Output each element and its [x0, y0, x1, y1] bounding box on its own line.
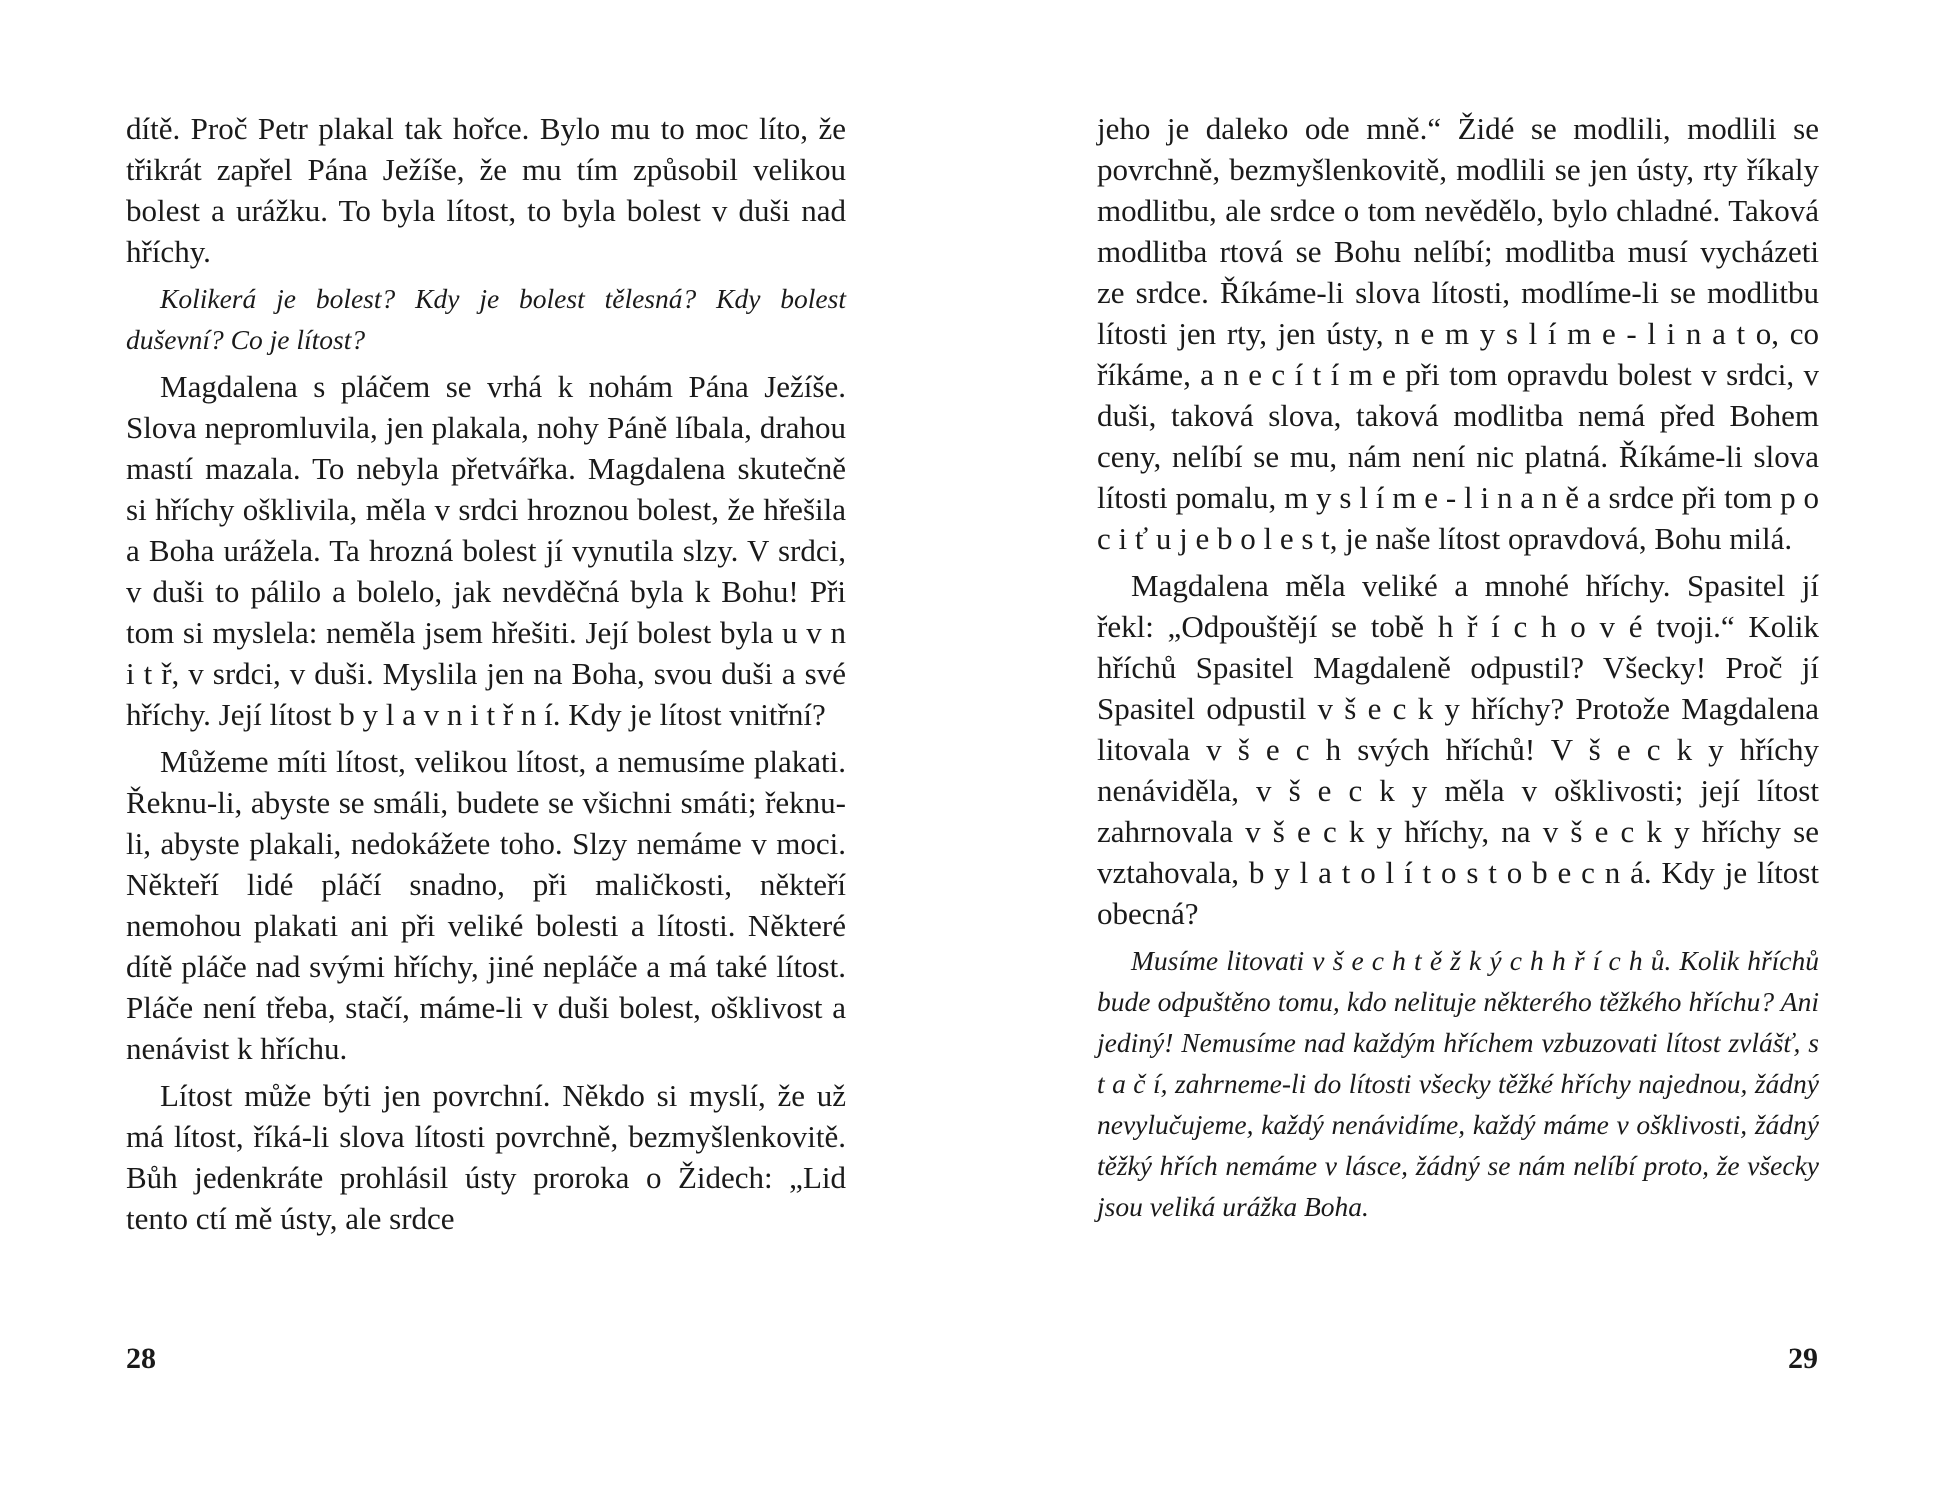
paragraph: Můžeme míti lítost, velikou lítost, a nemusíme plakati. Řeknu-li, abyste se smáli, budete se všichni smáti; řeknu-li, abyste plakali, nedokážete toho. Slzy nemáme v moci. Někteří lidé pláčí snadno, při maličkosti, někteří nemohou plakati ani při veliké bolesti a lítosti. Některé dítě pláče nad svými hříchy, jiné nepláče a má také lítost. Pláče není třeba, stačí, máme-li v duši bolest, ošklivost a nenávist k hříchu. — [126, 744, 846, 1066]
paragraph: Magdalena měla veliké a mnohé hříchy. Spasitel jí řekl: „Odpouštějí se tobě h ř í c h o v é tvoji.“ Kolik hříchů Spasitel Magdaleně odpustil? Všecky! Proč jí Spasitel odpustil v š e c k y hříchy? Protože Magdalena litovala v š e c h svých hříchů! V š e c k y hříchy nenáviděla, v š e c k y měla v ošklivosti; její lítost zahrnovala v š e c k y hříchy, na v š e c k y hříchy se vztahovala, b y l a t o l í t o s t o b e c n á. Kdy je lítost obecná? — [1097, 568, 1819, 931]
paragraph: Lítost může býti jen povrchní. Někdo si myslí, že už má lítost, říká-li slova lítosti povrchně, bezmyšlenkovitě. Bůh jedenkráte prohlásil ústy proroka o Židech: „Lid tento ctí mě ústy, ale srdce — [126, 1078, 846, 1236]
question-paragraph: Musíme litovati v š e c h t ě ž k ý c h h ř í c h ů. Kolik hříchů bude odpuštěno tomu, kdo nelituje některého těžkého hříchu? Ani jediný! Nemusíme nad každým hříchem vzbuzovati lítost zvlášť, s t a č í, zahrneme-li do lítosti všecky těžké hříchy najednou, žádný nevylučujeme, každý nenávidíme, každý máme v ošklivosti, žádný těžký hřích nemáme v lásce, žádný se nám nelíbí proto, že všecky jsou veliká urážka Boha. — [1097, 945, 1819, 1222]
right-page — [1097, 108, 1819, 1227]
question-paragraph: Kolikerá je bolest? Kdy je bolest tělesná? Kdy bolest duševní? Co je lítost? — [126, 283, 846, 355]
left-page — [126, 108, 846, 1239]
paragraph: dítě. Proč Petr plakal tak hořce. Bylo mu to moc líto, že třikrát zapřel Pána Ježíše, že mu tím způsobil velikou bolest a urážku. To byla lítost, to byla bolest v duši nad hříchy. — [126, 111, 846, 269]
paragraph: jeho je daleko ode mně.“ Židé se modlili, modlili se povrchně, bezmyšlenkovitě, modlili se jen ústy, rty říkaly modlitbu, ale srdce o tom nevědělo, bylo chladné. Taková modlitba rtová se Bohu nelíbí; modlitba musí vycházeti ze srdce. Říkáme-li slova lítosti, modlíme-li se modlitbu lítosti jen rty, jen ústy, n e m y s l í m e - l i n a t o, co říkáme, a n e c í t í m e při tom opravdu bolest v srdci, v duši, taková slova, taková modlitba nemá před Bohem ceny, nelíbí se mu, nám není nic platná. Říkáme-li slova lítosti pomalu, m y s l í m e - l i n a n ě a srdce při tom p o c i ť u j e b o l e s t, je naše lítost opravdová, Bohu milá. — [1097, 111, 1819, 556]
page-number: 28 — [126, 1342, 156, 1375]
paragraph: Magdalena s pláčem se vrhá k nohám Pána Ježíše. Slova nepromluvila, jen plakala, nohy Páně líbala, drahou mastí mazala. To nebyla přetvářka. Magdalena skutečně si hříchy ošklivila, měla v srdci hroznou bolest, že hřešila a Boha urážela. Ta hrozná bolest jí vynutila slzy. V srdci, v duši to pálilo a bolelo, jak nevděčná byla k Bohu! Při tom si myslela: neměla jsem hřešiti. Její bolest byla u v n i t ř, v srdci, v duši. Myslila jen na Boha, svou duši a své hříchy. Její lítost b y l a v n i t ř n í. Kdy je lítost vnitřní? — [126, 369, 846, 732]
page-number: 29 — [1788, 1342, 1818, 1375]
